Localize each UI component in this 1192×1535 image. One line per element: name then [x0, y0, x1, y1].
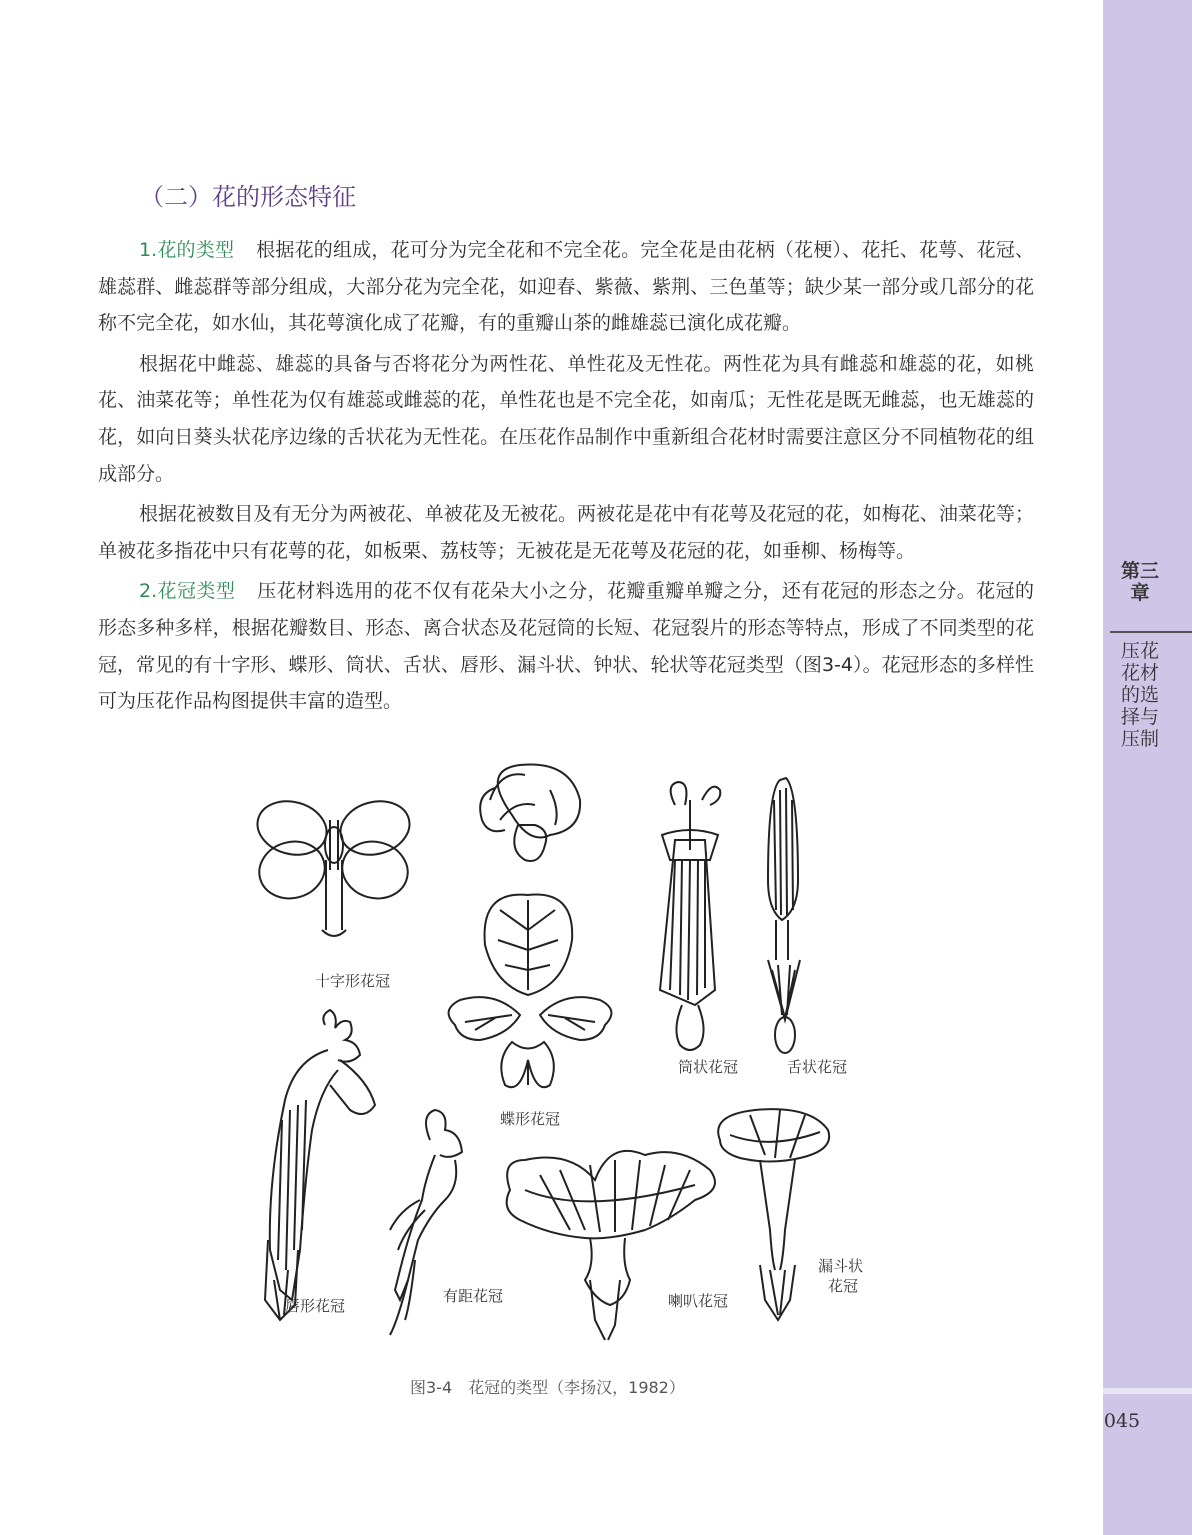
caption-text: 花冠的类型（李扬汉，1982） — [468, 1378, 685, 1397]
papilionaceous-drawing — [449, 764, 612, 1087]
sidebar-band — [1103, 1388, 1192, 1394]
chapter-divider — [1110, 631, 1192, 633]
label-papilionaceous: 蝶形花冠 — [500, 1110, 561, 1128]
paragraph-text: 根据花的组成，花可分为完全花和不完全花。完全花是由花柄（花梗）、花托、花萼、花冠、雄蕊群、雌蕊群等部分组成，大部分花为完全花，如迎春、紫薇、紫荆、三色堇等；缺少某一部分或几部分的花称不完全花，如水仙，其花萼演化成了花瓣，有的重瓣山茶的雌雄蕊已演化成花瓣。 — [98, 239, 1034, 335]
figure-caption — [410, 1375, 685, 1398]
chapter-title: 压花花材的选择与压制 — [1120, 640, 1159, 750]
corolla-illustration — [250, 760, 900, 1350]
label-labiate: 唇形花冠 — [285, 1297, 346, 1315]
label-trumpet: 喇叭花冠 — [668, 1292, 729, 1310]
chapter-sidebar — [1103, 0, 1192, 1535]
paragraph-text: 根据花被数目及有无分为两被花、单被花及无被花。两被花是花中有花萼及花冠的花，如梅花、油菜花等；单被花多指花中只有花萼的花，如板栗、荔枝等；无被花是无花萼及花冠的花，如垂柳、杨梅等。 — [98, 503, 1034, 562]
label-ligulate: 舌状花冠 — [787, 1058, 848, 1076]
labiate-drawing — [265, 1010, 375, 1320]
tubular-drawing — [660, 782, 720, 1050]
paragraph-text: 根据花中雌蕊、雄蕊的具备与否将花分为两性花、单性花及无性花。两性花为具有雌蕊和雄蕊的花，如桃花、油菜花等；单性花为仅有雄蕊或雌蕊的花，单性花也是不完全花，如南瓜；无性花是既无雌蕊，也无雄蕊的花，如向日葵头状花序边缘的舌状花为无性花。在压花作品制作中重新组合花材时需要注意区分不同植物花的组成部分。 — [98, 352, 1034, 485]
label-spurred: 有距花冠 — [443, 1287, 504, 1305]
page-number: 045 — [1103, 1410, 1141, 1432]
label-tubular: 筒状花冠 — [678, 1058, 739, 1076]
paragraph — [98, 346, 1034, 492]
chapter-number: 第三章 — [1120, 560, 1159, 604]
section-heading: （二）花的形态特征 — [140, 183, 356, 211]
paragraph-text: 压花材料选用的花不仅有花朵大小之分，花瓣重瓣单瓣之分，还有花冠的形态之分。花冠的形态多种多样，根据花瓣数目、形态、离合状态及花冠筒的长短、花冠裂片的形态等特点，形成了不同类型的花冠，常见的有十字形、蝶形、筒状、舌状、唇形、漏斗状、钟状、轮状等花冠类型（图3-4）。花冠形态的多样性可为压花作品构图提供丰富的造型。 — [98, 580, 1034, 713]
paragraph-keyword: 2.花冠类型 — [139, 580, 236, 603]
paragraph-keyword: 1.花的类型 — [139, 239, 235, 261]
trumpet-drawing — [507, 1151, 715, 1340]
caption-number: 图3-4 — [410, 1378, 453, 1397]
funnel-drawing — [718, 1109, 829, 1320]
paragraph — [98, 232, 1034, 342]
paragraph — [98, 496, 1034, 569]
ligulate-drawing — [768, 778, 800, 1053]
paragraph — [98, 573, 1034, 719]
label-cruciform: 十字形花冠 — [315, 972, 391, 990]
corolla-figure — [250, 760, 900, 1350]
label-funnel-line1: 漏斗状 — [818, 1257, 864, 1275]
body-text — [98, 232, 1034, 724]
label-funnel-line2: 花冠 — [828, 1277, 859, 1295]
cruciform-drawing — [251, 794, 415, 936]
